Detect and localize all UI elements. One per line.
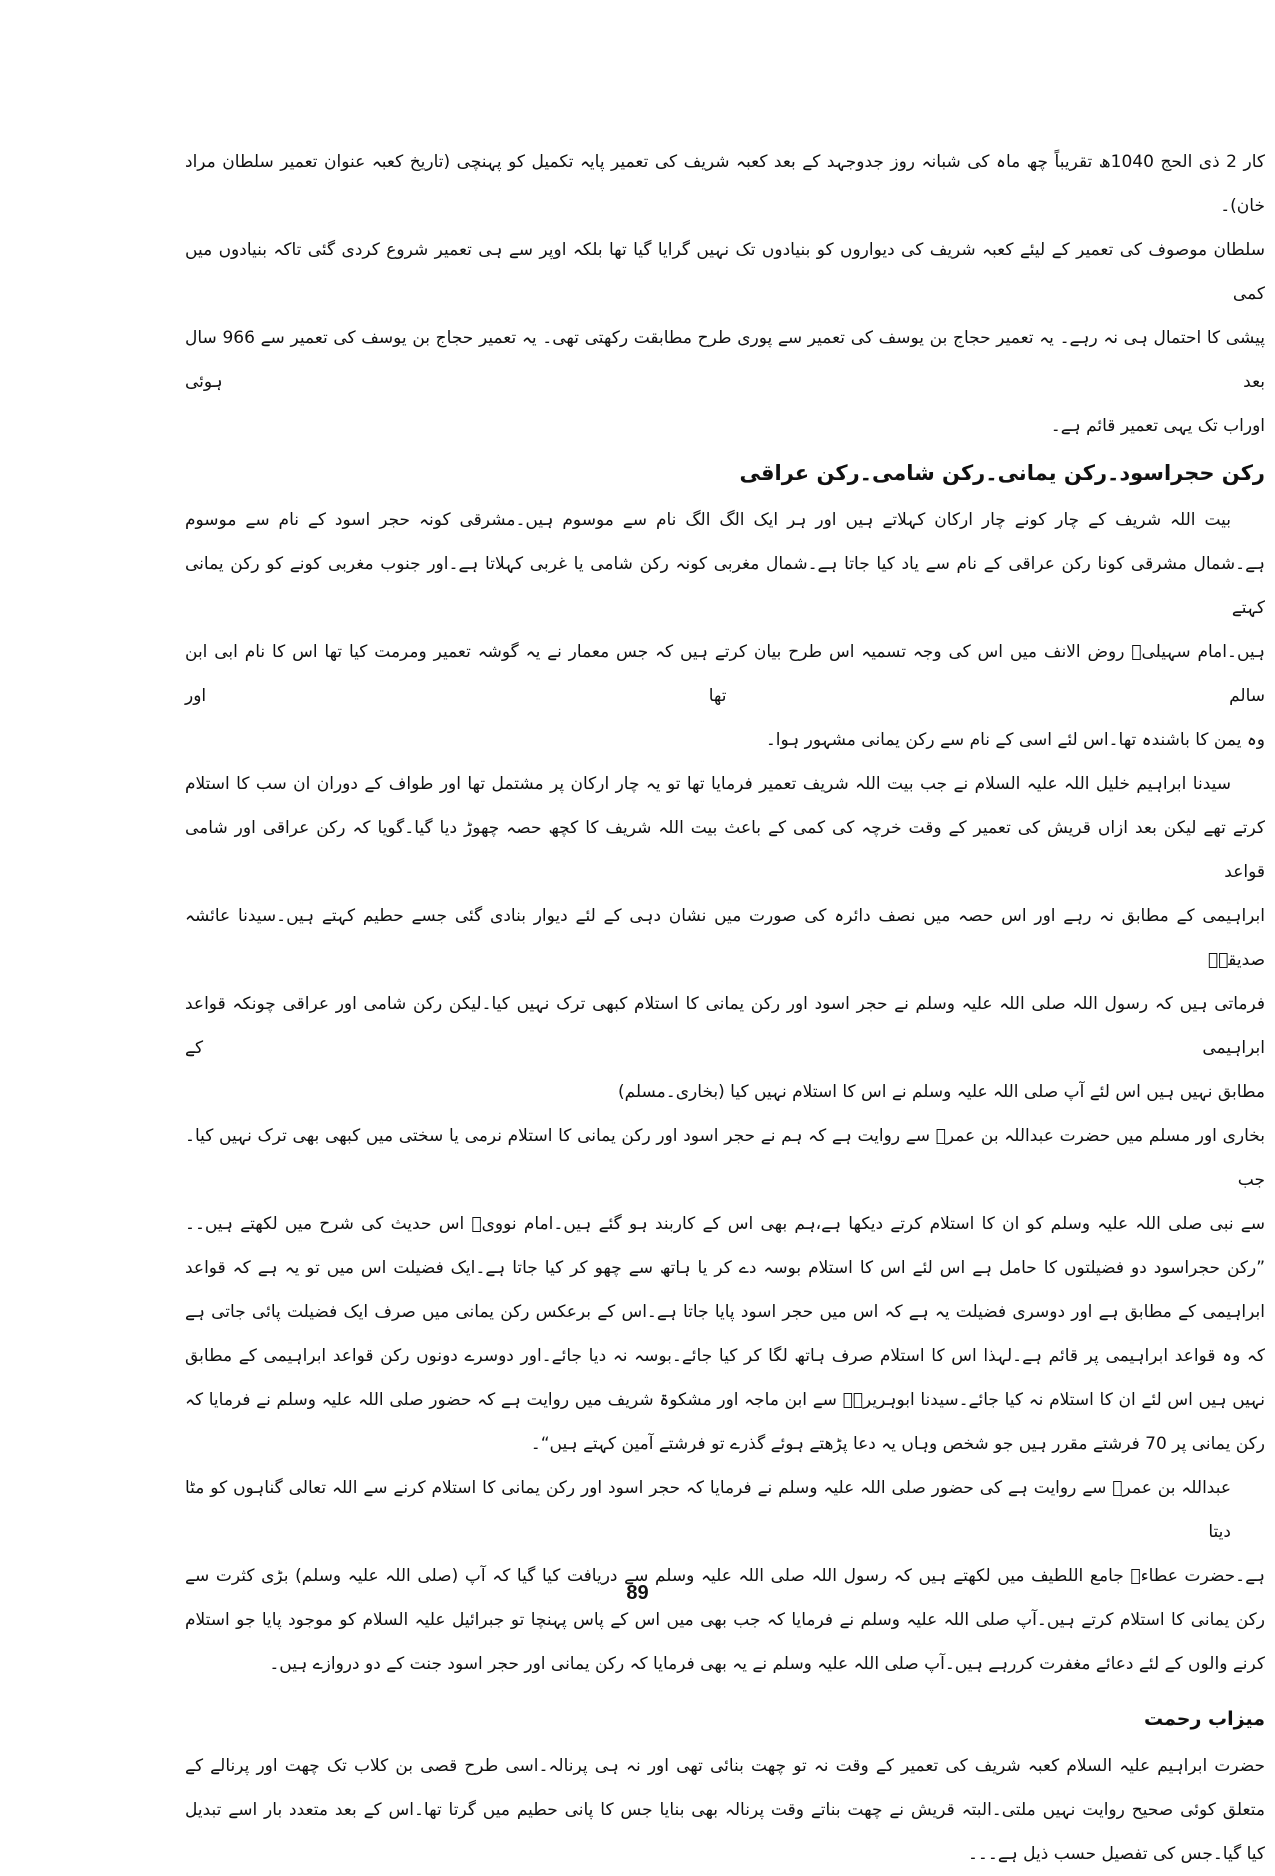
text-line: رکن یمانی پر 70 فرشتے مقرر ہیں جو شخص وہاں یہ دعا پڑھتے ہوئے گذرے تو فرشتے آمین کہتے ہیں“۔ (530, 1434, 1265, 1454)
text-line: کرتے تھے لیکن بعد ازاں قریش کی تعمیر کے وقت خرچہ کی کمی کے باعث بیت اللہ شریف کا کچھ حصہ چھوڑ دیا گیا۔گویا کہ رکن عراقی اور شامی قواعد (185, 818, 1265, 882)
section-heading-mizab: میزاب رحمت (1143, 1708, 1265, 1730)
text-line: رکن یمانی کا استلام کرتے ہیں۔آپ صلی اللہ علیہ وسلم نے فرمایا کہ جب بھی میں اس کے پاس پہنچا تو جبرائیل علیہ السلام کو موجود پایا جو استلام (185, 1610, 1265, 1630)
text-line: بیت اللہ شریف کے چار کونے چار ارکان کہلاتے ہیں اور ہر ایک الگ الگ نام سے موسوم ہیں۔مشرقی کونہ حجر اسود کے نام سے موسوم (185, 510, 1231, 530)
paragraph-mizab (185, 1744, 1265, 1876)
text-line: بخاری اور مسلم میں حضرت عبداللہ بن عمرؓ سے روایت ہے کہ ہم نے حجر اسود اور رکن یمانی کا استلام نرمی یا سختی میں کبھی بھی ترک نہیں کیا۔جب (185, 1126, 1265, 1190)
text-line: اوراب تک یہی تعمیر قائم ہے۔ (1050, 416, 1265, 436)
paragraph-ibn-umar (185, 1466, 1265, 1686)
text-line: عبداللہ بن عمرؓ سے روایت ہے کی حضور صلی اللہ علیہ وسلم نے فرمایا کہ حجر اسود اور رکن یمانی کا استلام کرنے سے اللہ تعالی گناہوں کو مٹا دیتا (185, 1478, 1231, 1542)
page-body (185, 140, 1265, 1864)
text-line: ابراہیمی کے مطابق ہے اور دوسری فضیلت یہ ہے کہ اس میں حجر اسود پایا جاتا ہے۔اس کے برعکس رکن یمانی میں صرف ایک فضیلت پائی جاتی ہے (185, 1302, 1265, 1322)
text-line: سلطان موصوف کی تعمیر کے لیئے کعبہ شریف کی دیواروں کو بنیادوں تک نہیں گرایا گیا تھا بلکہ اوپر سے ہی تعمیر شروع کردی گئی تاکہ بنیادوں میں کمی (185, 240, 1265, 304)
text-line: کار 2 ذی الحج 1040ھ تقریباً چھ ماہ کی شبانہ روز جدوجہد کے بعد کعبہ شریف کی تعمیر پایہ تکمیل کو پہنچی (تاریخ کعبہ عنوان تعمیر سلطان مراد خان)۔ (185, 152, 1265, 216)
text-line: وہ یمن کا باشندہ تھا۔اس لئے اسی کے نام سے رکن یمانی مشہور ہوا۔ (765, 730, 1265, 750)
text-line: پیشی کا احتمال ہی نہ رہے۔ یہ تعمیر حجاج بن یوسف کی تعمیر سے پوری طرح مطابقت رکھتی تھی۔ یہ تعمیر حجاج بن یوسف کی تعمیر سے 966 سال بعد ہوئی (185, 328, 1265, 392)
text-line: سیدنا ابراہیم خلیل اللہ علیہ السلام نے جب بیت اللہ شریف تعمیر فرمایا تھا تو یہ چار ارکان پر مشتمل تھا اور طواف کے دوران ان سب کا استلام (185, 774, 1231, 794)
text-line: حضرت ابراہیم علیہ السلام کعبہ شریف کی تعمیر کے وقت نہ تو چھت بنائی تھی اور نہ ہی پرنالہ۔اسی طرح قصی بن کلاب تک چھت اور پرنالے کے (185, 1756, 1265, 1776)
text-line: ہے۔حضرت عطاءؒ جامع اللطیف میں لکھتے ہیں کہ رسول اللہ صلی اللہ علیہ وسلم سے دریافت کیا گیا کہ آپ (صلی اللہ علیہ وسلم) بڑی کثرت سے (185, 1566, 1265, 1586)
text-line: کہ وہ قواعد ابراہیمی پر قائم ہے۔لہذا اس کا استلام صرف ہاتھ لگا کر کیا جائے۔بوسہ نہ دیا جائے۔اور دوسرے دونوں رکن قواعد ابراہیمی کے مطابق (185, 1346, 1265, 1366)
text-line: کرنے والوں کے لئے دعائے مغفرت کررہے ہیں۔آپ صلی اللہ علیہ وسلم نے یہ بھی فرمایا کہ رکن یمانی اور حجر اسود جنت کے دو دروازے ہیں۔ (269, 1654, 1265, 1674)
section-heading-arkan: رکن حجراسود۔رکن یمانی۔رکن شامی۔رکن عراقی (739, 461, 1265, 485)
text-line: فرماتی ہیں کہ رسول اللہ صلی اللہ علیہ وسلم نے حجر اسود اور رکن یمانی کا استلام کبھی ترک نہیں کیا۔لیکن رکن شامی اور عراقی چونکہ قواعد ابراہیمی کے (185, 994, 1265, 1058)
paragraph-arkan-names (185, 498, 1265, 762)
text-line: ابراہیمی کے مطابق نہ رہے اور اس حصہ میں نصف دائرہ کی صورت میں نشان دہی کے لئے دیوار بنادی گئی جسے حطیم کہتے ہیں۔سیدنا عائشہ صدیقہؓ (185, 906, 1265, 970)
paragraph-ibrahim (185, 762, 1265, 1114)
intro-paragraph (185, 140, 1265, 448)
text-line: متعلق کوئی صحیح روایت نہیں ملتی۔البتہ قریش نے چھت بناتے وقت پرنالہ بھی بنایا جس کا پانی حطیم میں گرتا تھا۔اس کے بعد متعدد بار اسے تبدیل (185, 1800, 1265, 1820)
text-line: سے نبی صلی اللہ علیہ وسلم کو ان کا استلام کرتے دیکھا ہے،ہم بھی اس کے کاربند ہو گئے ہیں۔امام نوویؒ اس حدیث کی شرح میں لکھتے ہیں۔۔ (185, 1214, 1265, 1234)
text-line: ہے۔شمال مشرقی کونا رکن عراقی کے نام سے یاد کیا جاتا ہے۔شمال مغربی کونہ رکن شامی یا غربی کہلاتا ہے۔اور جنوب مغربی کونے کو رکن یمانی کہتے (185, 554, 1265, 618)
paragraph-bukhari (185, 1114, 1265, 1466)
text-line: ہیں۔امام سہیلیؒ روض الانف میں اس کی وجہ تسمیہ اس طرح بیان کرتے ہیں کہ جس معمار نے یہ گوشہ تعمیر ومرمت کیا تھا اس کا نام ابی ابن سالم تھا اور (185, 642, 1265, 706)
text-line: کیا گیا۔جس کی تفصیل حسب ذیل ہے۔۔۔ (967, 1844, 1265, 1864)
text-line: مطابق نہیں ہیں اس لئے آپ صلی اللہ علیہ وسلم نے اس کا استلام نہیں کیا (بخاری۔مسلم) (617, 1082, 1265, 1102)
text-line: ”رکن حجراسود دو فضیلتوں کا حامل ہے اس لئے اس کا استلام بوسہ دے کر یا ہاتھ سے چھو کر کیا جاتا ہے۔ایک فضیلت اس میں تو یہ ہے کہ قواعد (185, 1258, 1265, 1278)
page-number: 89 (626, 1582, 649, 1604)
text-line: نہیں ہیں اس لئے ان کا استلام نہ کیا جائے۔سیدنا ابوہریرہؓ سے ابن ماجہ اور مشکوۃ شریف میں روایت ہے کہ حضور صلی اللہ علیہ وسلم نے فرمایا کہ (185, 1390, 1265, 1410)
